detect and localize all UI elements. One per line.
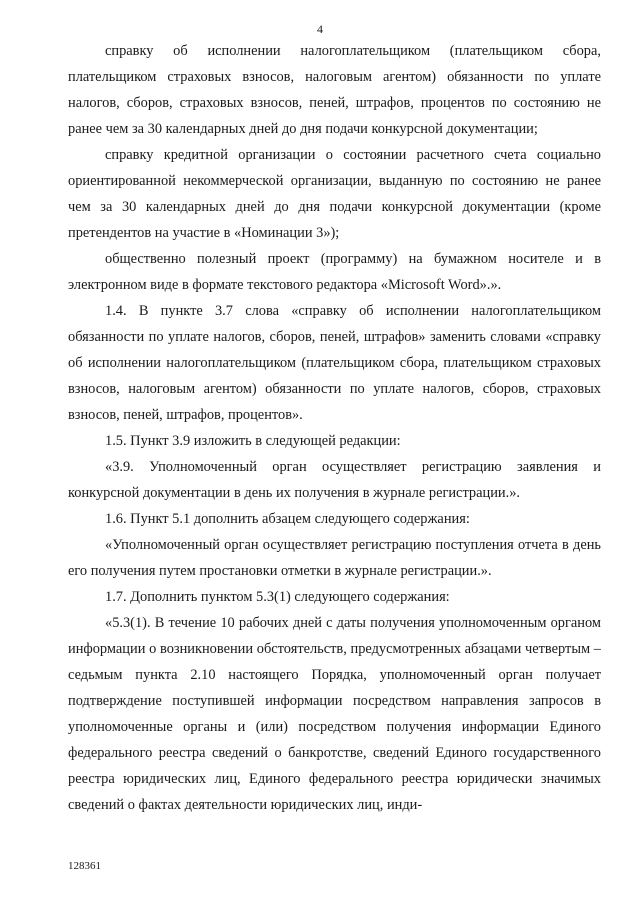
paragraph: 1.5. Пункт 3.9 изложить в следующей редакции:: [105, 433, 401, 449]
paragraph: 1.6. Пункт 5.1 дополнить абзацем следующего содержания:: [105, 511, 470, 527]
paragraph: справку об исполнении налогоплательщиком (плательщиком сбора, плательщиком страховых взносов, налоговым агентом) обязанности по уплате налогов, сборов, страховых взносов, пеней, штрафов, процентов по состоянию не ранее чем за 30 календарных дней до дня подачи конкурсной документации;: [68, 43, 601, 137]
paragraph: общественно полезный проект (программу) на бумажном носителе и в электронном виде в формате текстового редактора «Microsoft Word».».: [68, 251, 601, 293]
paragraph: справку кредитной организации о состоянии расчетного счета социально ориентированной некоммерческой организации, выданную по состоянию не ранее чем за 30 календарных дней до дня подачи конкурсной документации (кроме претендентов на участие в «Номинации 3»);: [68, 147, 601, 241]
paragraph: «Уполномоченный орган осуществляет регистрацию поступления отчета в день его получения путем простановки отметки в журнале регистрации.».: [68, 537, 601, 579]
document-code: 128361: [68, 860, 101, 872]
paragraph: 1.4. В пункте 3.7 слова «справку об исполнении налогоплательщиком обязанности по уплате налогов, сборов, пеней, штрафов» заменить словами «справку об исполнении налогоплательщиком (плательщиком сбора, плательщиком страховых взносов, налоговым агентом) обязанности по уплате налогов, сборов, страховых взносов, пеней, штрафов, процентов».: [68, 303, 601, 423]
document-body: [68, 38, 601, 818]
paragraph: 1.7. Дополнить пунктом 5.3(1) следующего содержания:: [105, 589, 450, 605]
page-number: 4: [317, 22, 323, 36]
paragraph: «3.9. Уполномоченный орган осуществляет регистрацию заявления и конкурсной документации в день их получения в журнале регистрации.».: [68, 459, 601, 501]
paragraph: «5.3(1). В течение 10 рабочих дней с даты получения уполномоченным органом информации о возникновении обстоятельств, предусмотренных абзацами четвертым – седьмым пункта 2.10 настоящего Порядка, уполномоченный орган получает подтверждение поступившей информации посредством направления запросов в уполномоченные органы и (или) посредством получения информации Единого федерального реестра сведений о банкротстве, сведений Единого государственного реестра юридических лиц, Единого федерального реестра юридически значимых сведений о фактах деятельности юридических лиц, инди-: [68, 615, 601, 813]
